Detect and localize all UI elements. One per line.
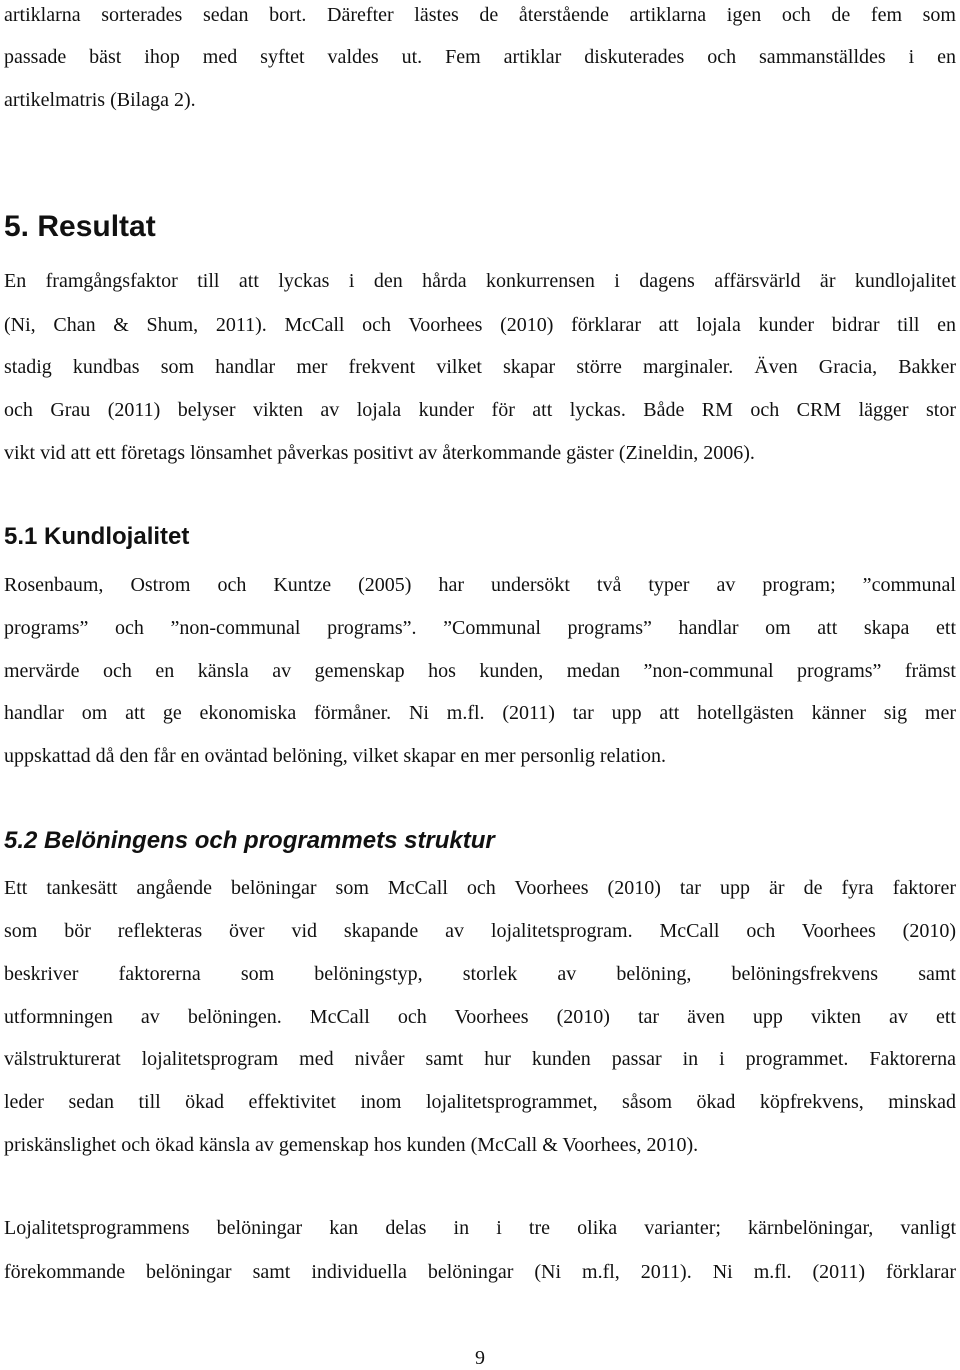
paragraph-line: (Ni, Chan & Shum, 2011). McCall och Voorhees (2010) förklarar att lojala kunder bidrar till en bbox=[4, 314, 956, 336]
paragraph-line: förekommande belöningar samt individuella belöningar (Ni m.fl, 2011). Ni m.fl. (2011) förklarar bbox=[4, 1261, 956, 1283]
section-heading-beloningens-struktur: 5.2 Belöningens och programmets struktur bbox=[4, 827, 495, 854]
paragraph-line: leder sedan till ökad effektivitet inom lojalitetsprogrammet, såsom ökad köpfrekvens, minskad bbox=[4, 1091, 956, 1113]
paragraph-line: programs” och ”non-communal programs”. ”Communal programs” handlar om att skapa ett bbox=[4, 617, 956, 639]
paragraph-line: Lojalitetsprogrammens belöningar kan delas in i tre olika varianter; kärnbelöningar, vanligt bbox=[4, 1217, 956, 1239]
paragraph-line: handlar om att ge ekonomiska förmåner. Ni m.fl. (2011) tar upp att hotellgästen känner sig mer bbox=[4, 702, 956, 724]
paragraph-line: artikelmatris (Bilaga 2). bbox=[4, 89, 196, 111]
paragraph-line: passade bäst ihop med syftet valdes ut. Fem artiklar diskuterades och sammanställdes i en bbox=[4, 46, 956, 68]
paragraph-line: artiklarna sorterades sedan bort. Därefter lästes de återstående artiklarna igen och de fem som bbox=[4, 4, 956, 26]
paragraph-line: vikt vid att ett företags lönsamhet påverkas positivt av återkommande gäster (Zineldin, 2006). bbox=[4, 442, 755, 464]
section-heading-resultat: 5. Resultat bbox=[4, 210, 156, 243]
paragraph-line: och Grau (2011) belyser vikten av lojala kunder för att lyckas. Både RM och CRM lägger stor bbox=[4, 399, 956, 421]
paragraph-line: uppskattad då den får en oväntad belöning, vilket skapar en mer personlig relation. bbox=[4, 745, 667, 767]
paragraph-line: mervärde och en känsla av gemenskap hos kunden, medan ”non-communal programs” främst bbox=[4, 660, 956, 682]
paragraph-line: stadig kundbas som handlar mer frekvent vilket skapar större marginaler. Även Gracia, Bakker bbox=[4, 356, 956, 378]
paragraph-line: utformningen av belöningen. McCall och Voorhees (2010) tar även upp vikten av ett bbox=[4, 1006, 956, 1028]
page-number: 9 bbox=[475, 1347, 485, 1369]
section-heading-kundlojalitet: 5.1 Kundlojalitet bbox=[4, 523, 190, 550]
paragraph-line: Rosenbaum, Ostrom och Kuntze (2005) har undersökt två typer av program; ”communal bbox=[4, 574, 956, 596]
paragraph-line: priskänslighet och ökad känsla av gemenskap hos kunden (McCall & Voorhees, 2010). bbox=[4, 1134, 699, 1156]
paragraph-line: välstrukturerat lojalitetsprogram med nivåer samt hur kunden passar in i programmet. Faktorerna bbox=[4, 1048, 956, 1070]
paragraph-line: som bör reflekteras över vid skapande av lojalitetsprogram. McCall och Voorhees (2010) bbox=[4, 920, 956, 942]
paragraph-line: Ett tankesätt angående belöningar som McCall och Voorhees (2010) tar upp är de fyra faktorer bbox=[4, 877, 956, 899]
paragraph-line: En framgångsfaktor till att lyckas i den hårda konkurrensen i dagens affärsvärld är kundlojalitet bbox=[4, 270, 956, 292]
paragraph-line: beskriver faktorerna som belöningstyp, storlek av belöning, belöningsfrekvens samt bbox=[4, 963, 956, 985]
